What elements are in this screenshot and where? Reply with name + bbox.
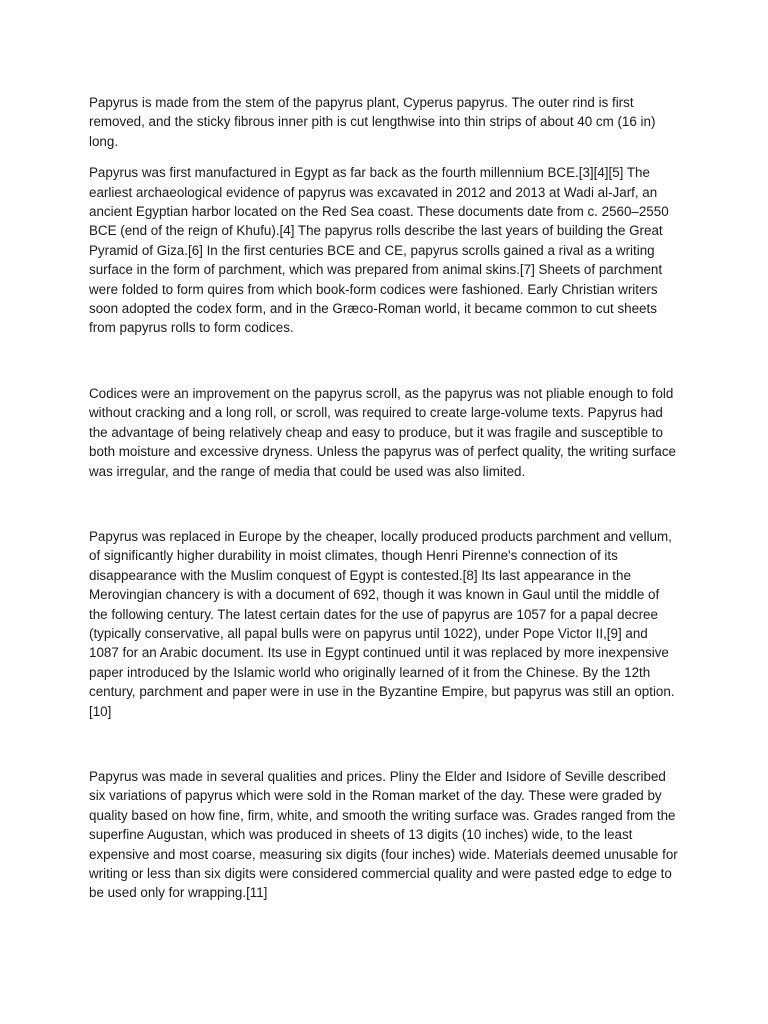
paragraph-replacement: Papyrus was replaced in Europe by the cheaper, locally produced products parchment and vellum, of significantly higher durability in moist climates, though Henri Pirenne's connection of its disappearance with the Muslim conquest of Egypt is contested.[8] Its last appearance in the Merovingian chancery is with a document of 692, though it was known in Gaul until the middle of the following century. The latest certain dates for the use of papyrus are 1057 for a papal decree (typically conservative, all papal bulls were on papyrus until 1022), under Pope Victor II,[9] and 1087 for an Arabic document. Its use in Egypt continued until it was replaced by more inexpensive paper introduced by the Islamic world who originally learned of it from the Chinese. By the 12th century, parchment and paper were in use in the Byzantine Empire, but papyrus was still an option.[10] xyxy=(89,528,675,719)
paragraph-papyrus-origin: Papyrus is made from the stem of the papyrus plant, Cyperus papyrus. The outer rind is first removed, and the sticky fibrous inner pith is cut lengthwise into thin strips of about 40 cm (16 in) long. xyxy=(89,95,656,149)
paragraph-spacer xyxy=(89,481,679,527)
paragraph-spacer xyxy=(89,721,679,767)
paragraph-qualities: Papyrus was made in several qualities and prices. Pliny the Elder and Isidore of Seville described six variations of papyrus which were sold in the Roman market of the day. These were graded by quality based on how fine, firm, white, and smooth the writing surface was. Grades ranged from the superfine Augustan, which was produced in sheets of 13 digits (10 inches) wide, to the least expensive and most coarse, measuring six digits (four inches) wide. Materials deemed unusable for writing or less than six digits were considered commercial quality and were pasted edge to edge to be used only for wrapping.[11] xyxy=(89,768,678,901)
paragraph-papyrus-history: Papyrus was first manufactured in Egypt as far back as the fourth millennium BCE.[3][4][5] The earliest archaeological evidence of papyrus was excavated in 2012 and 2013 at Wadi al-Jarf, an ancient Egyptian harbor located on the Red Sea coast. These documents date from c. 2560–2550 BCE (end of the reign of Khufu).[4] The papyrus rolls describe the last years of building the Great Pyramid of Giza.[6] In the first centuries BCE and CE, papyrus scrolls gained a rival as a writing surface in the form of parchment, which was prepared from animal skins.[7] Sheets of parchment were folded to form quires from which book-form codices were fashioned. Early Christian writers soon adopted the codex form, and in the Græco-Roman world, it became common to cut sheets from papyrus rolls to form codices. xyxy=(89,165,669,336)
paragraph-spacer xyxy=(89,338,679,384)
document-page xyxy=(89,93,679,903)
paragraph-spacer xyxy=(89,151,679,163)
paragraph-codices: Codices were an improvement on the papyrus scroll, as the papyrus was not pliable enough to fold without cracking and a long roll, or scroll, was required to create large-volume texts. Papyrus had the advantage of being relatively cheap and easy to produce, but it was fragile and susceptible to both moisture and excessive dryness. Unless the papyrus was of perfect quality, the writing surface was irregular, and the range of media that could be used was also limited. xyxy=(89,385,676,479)
